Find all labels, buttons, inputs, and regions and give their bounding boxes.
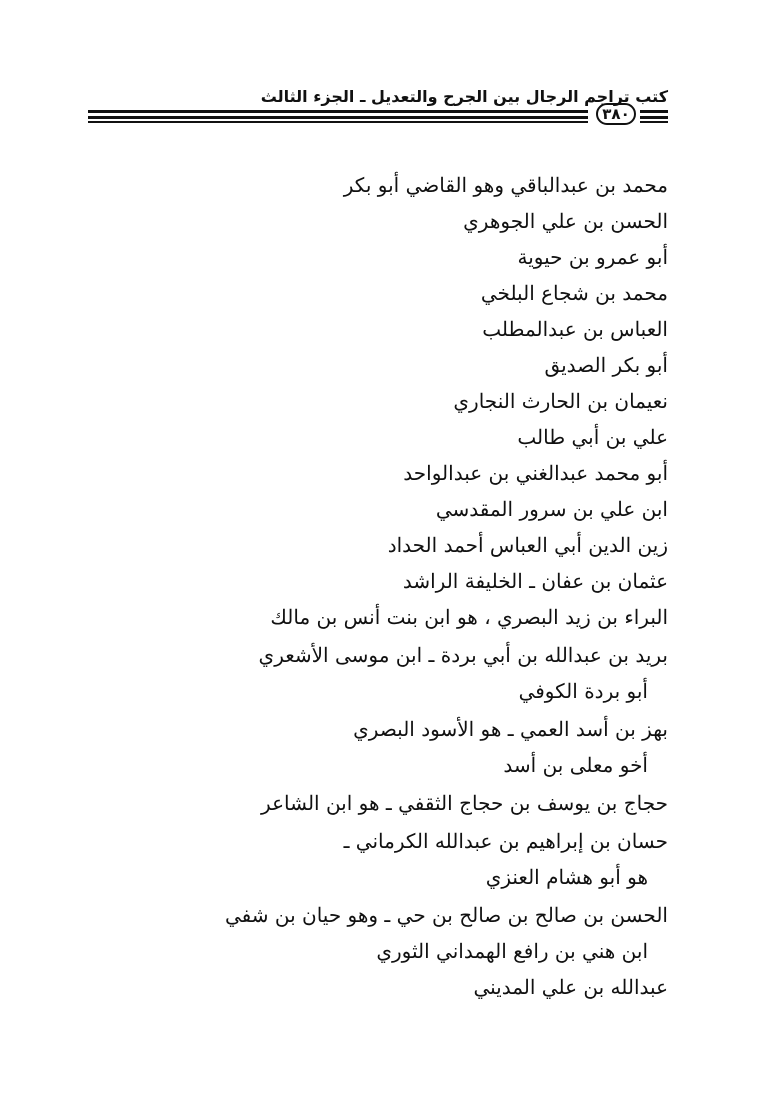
narrator-entry: أبو عمرو بن حيوية bbox=[517, 245, 668, 269]
narrator-entry-continued: أبو بردة الكوفي bbox=[518, 679, 648, 703]
header-rule-line bbox=[88, 116, 588, 119]
narrator-entry: بريد بن عبدالله بن أبي بردة ـ ابن موسى الأشعري bbox=[258, 643, 668, 667]
narrator-entry: زين الدين أبي العباس أحمد الحداد bbox=[387, 533, 668, 557]
narrator-entry: بهز بن أسد العمي ـ هو الأسود البصري bbox=[353, 717, 668, 741]
narrator-entry-continued: أخو معلى بن أسد bbox=[503, 753, 648, 777]
narrator-entry: الحسن بن علي الجوهري bbox=[463, 209, 668, 233]
narrator-entry: حجاج بن يوسف بن حجاج الثقفي ـ هو ابن الشاعر bbox=[261, 791, 668, 815]
running-title: كتب تراجم الرجال بين الجرح والتعديل ـ الجزء الثالث bbox=[260, 87, 668, 106]
narrator-entry: أبو بكر الصديق bbox=[544, 353, 668, 377]
narrator-entry-continued: هو أبو هشام العنزي bbox=[485, 865, 648, 889]
narrator-entry: العباس بن عبدالمطلب bbox=[482, 317, 668, 341]
header-rule-tail bbox=[640, 110, 668, 124]
page-number: ٣٨٠ bbox=[596, 103, 636, 125]
header-rule-line bbox=[88, 110, 588, 113]
narrator-entry: علي بن أبي طالب bbox=[517, 425, 668, 449]
header-rule-line bbox=[640, 121, 668, 123]
narrator-entry: البراء بن زيد البصري ، هو ابن بنت أنس بن مالك bbox=[270, 605, 668, 629]
narrator-entry: نعيمان بن الحارث النجاري bbox=[453, 389, 668, 413]
header-rule bbox=[88, 110, 588, 124]
narrator-entry-continued: ابن هني بن رافع الهمداني الثوري bbox=[376, 939, 648, 963]
narrator-entry: عبدالله بن علي المديني bbox=[473, 975, 668, 999]
header-rule-line bbox=[640, 116, 668, 119]
narrator-entry: أبو محمد عبدالغني بن عبدالواحد bbox=[403, 461, 668, 485]
header-rule-line bbox=[640, 110, 668, 113]
narrator-entry: محمد بن شجاع البلخي bbox=[480, 281, 668, 305]
narrator-entry: حسان بن إبراهيم بن عبدالله الكرماني ـ bbox=[343, 829, 668, 853]
narrator-entry: ابن علي بن سرور المقدسي bbox=[435, 497, 668, 521]
page-header bbox=[88, 86, 668, 130]
header-rule-line bbox=[88, 121, 588, 123]
narrator-entry: الحسن بن صالح بن صالح بن حي ـ وهو حيان بن شفي bbox=[224, 903, 668, 927]
narrator-entry: محمد بن عبدالباقي وهو القاضي أبو بكر bbox=[343, 173, 668, 197]
narrator-entry: عثمان بن عفان ـ الخليفة الراشد bbox=[402, 569, 668, 593]
